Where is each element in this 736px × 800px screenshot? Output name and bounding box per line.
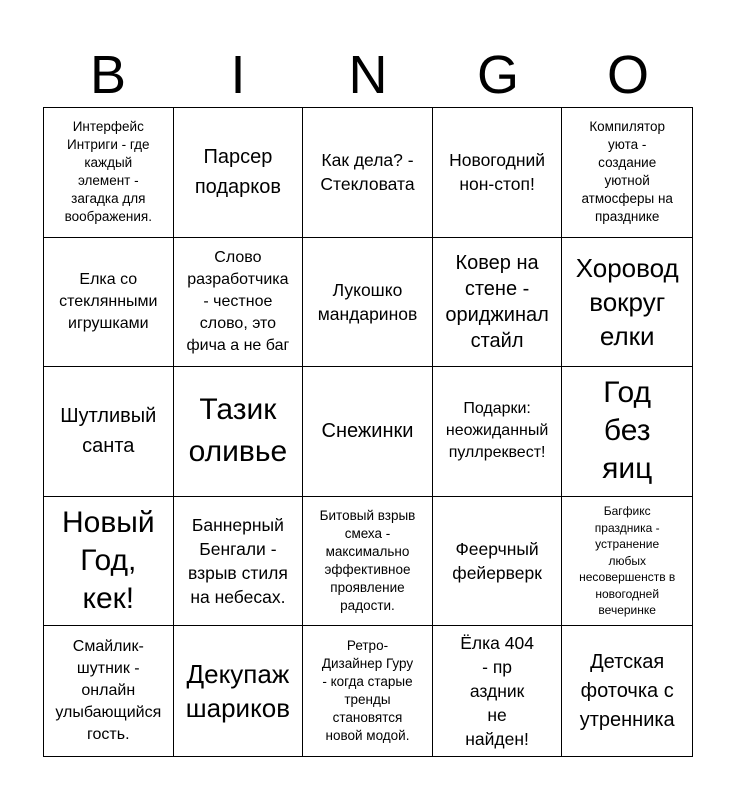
cell-text: Парсер подарков [194,146,281,199]
bingo-cell[interactable] [44,497,174,627]
bingo-cell[interactable] [433,367,563,497]
bingo-header [43,42,693,108]
bingo-cell[interactable] [174,238,304,368]
cell-text: Слово разработчика - честное слово, это фича а не баг [186,248,290,354]
bingo-cell[interactable] [44,367,174,497]
cell-text: Феерчный фейерверк [452,539,542,584]
cell-text: Ковер на стене - ориджинал стайл [445,251,549,352]
cell-text: Компилятор уюта - создание уютной атмосферы на празднике [581,119,673,225]
bingo-cell[interactable] [303,626,433,756]
cell-text: Новый Год, кек! [61,506,155,616]
cell-text: Подарки: неожиданный пуллреквест! [445,400,549,462]
bingo-cell[interactable] [433,497,563,627]
bingo-cell[interactable] [562,108,692,238]
cell-text: Тазик оливье [188,393,288,469]
cell-text: Смайлик- шутник - онлайн улыбающийся гость. [55,638,162,744]
cell-text: Интерфейс Интриги - где каждый элемент - загадка для воображения. [64,119,152,225]
bingo-cell[interactable] [433,108,563,238]
bingo-cell[interactable] [174,497,304,627]
bingo-cell[interactable] [44,238,174,368]
bingo-cell[interactable] [303,367,433,497]
bingo-cell[interactable] [562,626,692,756]
bingo-cell[interactable] [562,367,692,497]
cell-text: Год без яиц [602,376,653,486]
cell-text: Хоровод вокруг елки [575,252,679,351]
cell-text: Битовый взрыв смеха - максимально эффективное проявление радости. [319,508,416,614]
bingo-cell[interactable] [44,108,174,238]
bingo-cell[interactable] [174,108,304,238]
cell-text: Снежинки [321,420,414,443]
bingo-cell[interactable] [174,367,304,497]
bingo-cell[interactable] [433,626,563,756]
cell-text: Шутливый санта [60,405,157,458]
cell-text: Новогодний нон-стоп! [449,150,546,195]
bingo-cell[interactable] [433,238,563,368]
cell-text: Елка со стеклянными игрушками [59,270,158,332]
cell-text: Лукошко мандаринов [317,279,418,324]
header-letter-g: G [476,45,519,105]
cell-text: Ёлка 404 - пр аздник не найден! [460,633,534,750]
bingo-cell[interactable] [174,626,304,756]
bingo-grid [43,107,693,757]
bingo-cell[interactable] [303,238,433,368]
cell-text: Детская фоточка с утренника [579,650,675,731]
header-letter-o: O [606,45,649,105]
bingo-cell[interactable] [562,238,692,368]
cell-text: Декупаж шариков [185,659,291,724]
bingo-cell[interactable] [562,497,692,627]
bingo-cell[interactable] [303,497,433,627]
bingo-cell[interactable] [303,108,433,238]
bingo-cell[interactable] [44,626,174,756]
header-letter-i: I [230,45,246,105]
cell-text: Ретро- Дизайнер Гуру - когда старые тренды становятся новой модой. [321,638,414,744]
cell-text: Как дела? - Стекловата [320,150,415,195]
cell-text: Багфикс праздника - устранение любых несовершенств в новогодней вечеринке [579,504,676,618]
cell-text: Баннерный Бенгали - взрыв стиля на небесах. [187,515,288,608]
header-letter-b: B [89,45,127,105]
header-letter-n: N [348,45,388,105]
